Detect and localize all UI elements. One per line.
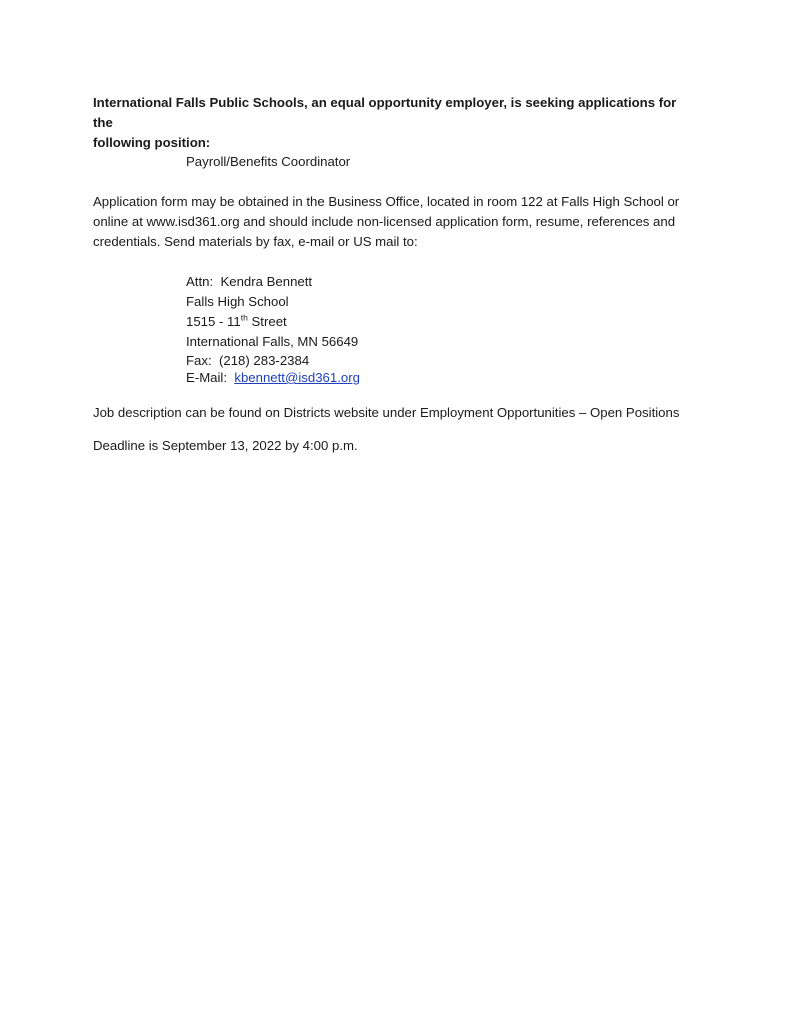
announcement-heading [93, 93, 693, 153]
street-number: 1515 - 11 [186, 314, 241, 329]
address-street [186, 312, 360, 332]
address-fax: Fax: (218) 283-2384 [186, 353, 310, 368]
mailing-address [186, 272, 360, 386]
street-ordinal-suffix: th [240, 312, 248, 323]
deadline-note: Deadline is September 13, 2022 by 4:00 p.m. [93, 438, 358, 453]
address-city: International Falls, MN 56649 [186, 334, 359, 349]
position-title: Payroll/Benefits Coordinator [186, 154, 351, 169]
street-name: Street [247, 314, 287, 329]
address-email [186, 369, 360, 386]
address-attn: Attn: Kendra Bennett [186, 274, 313, 289]
job-description-note: Job description can be found on Districts website under Employment Opportunities – Open Positions [93, 405, 680, 420]
application-line-1: Application form may be obtained in the Business Office, located in room 122 at Falls High School or [93, 194, 680, 209]
email-label: E-Mail: [186, 370, 235, 385]
application-line-2: online at www.isd361.org and should include non-licensed application form, resume, references and [93, 214, 676, 229]
heading-line-2: following position: [93, 135, 211, 150]
application-instructions [93, 192, 693, 252]
application-line-3: credentials. Send materials by fax, e-mail or US mail to: [93, 234, 418, 249]
address-school: Falls High School [186, 294, 289, 309]
heading-line-1: International Falls Public Schools, an equal opportunity employer, is seeking applications for the [93, 95, 677, 130]
email-link[interactable]: kbennett@isd361.org [234, 370, 360, 385]
